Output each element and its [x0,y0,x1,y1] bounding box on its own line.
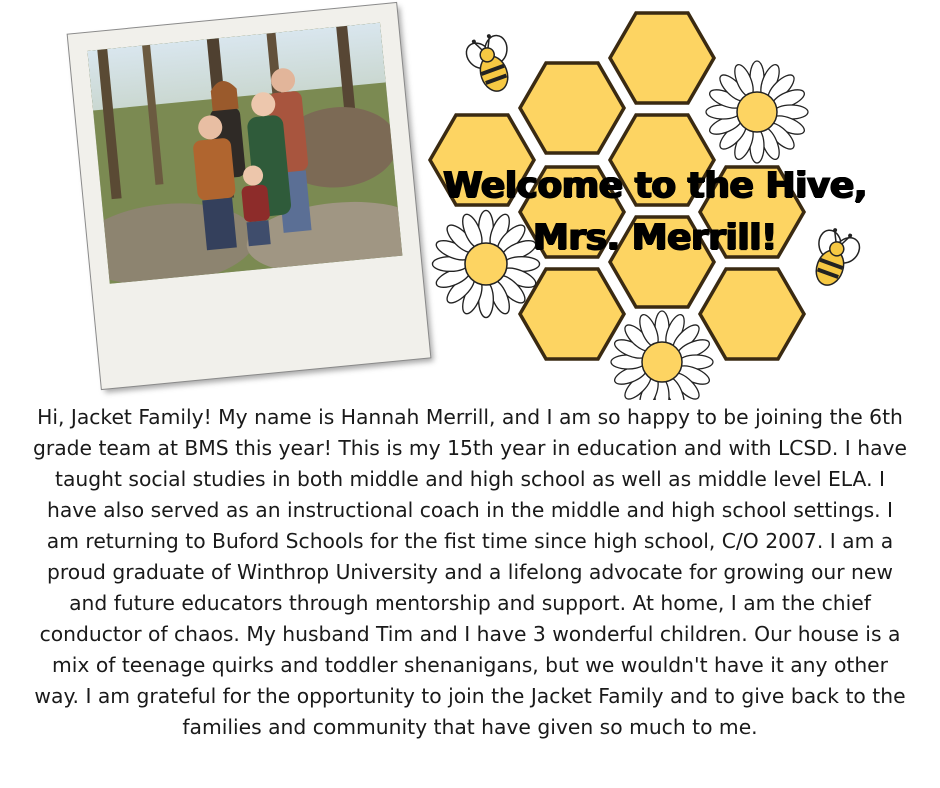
bio-paragraph: Hi, Jacket Family! My name is Hannah Merrill, and I am so happy to be joining the 6th grade team at BMS this year! This is my 15th year in education and with LCSD. I have taught social studies in both middle and high school as well as middle level ELA. I have also served as an instructional coach in the middle and high school settings. I am returning to Buford Schools for the fist time since high school, C/O 2007. I am a proud graduate of Winthrop University and a lifelong advocate for growing our new and future educators through mentorship and support. At home, I am the chief conductor of chaos. My husband Tim and I have 3 wonderful children. Our house is a mix of teenage quirks and toddler shenanigans, but we wouldn't have it any other way. I am grateful for the opportunity to join the Jacket Family and to give back to the families and community that have given so much to me. [33,405,907,739]
welcome-heading [420,160,890,264]
daisy-icon [706,61,808,163]
family-photo [87,23,402,284]
family-polaroid-photo [68,3,431,389]
honeycomb-cell [700,269,804,359]
daisy-icon [611,311,713,400]
honeycomb-cell [520,63,624,153]
welcome-line-2: Mrs. Merrill! [533,217,777,258]
welcome-line-1: Welcome to the Hive, [442,165,867,206]
honeycomb-cell [610,13,714,103]
bee-icon [458,28,524,99]
